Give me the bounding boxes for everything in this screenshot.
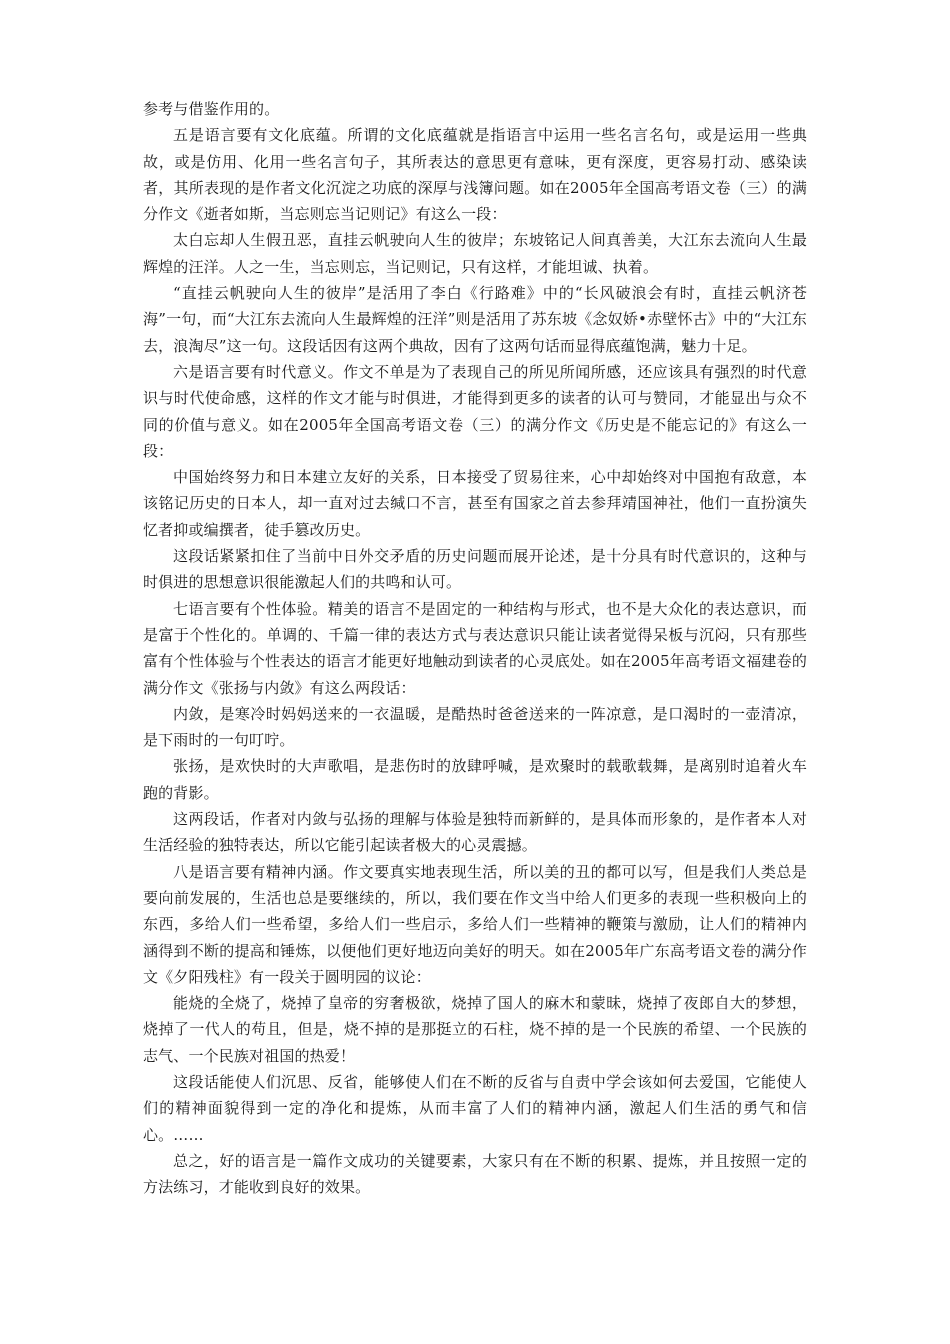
commentary-paragraph: 这两段话，作者对内敛与弘扬的理解与体验是独特而新鲜的，是具体而形象的，是作者本人对生活经验的独特表达，所以它能引起读者极大的心灵震撼。: [143, 810, 807, 855]
commentary-paragraph: 这段话紧紧扣住了当前中日外交矛盾的历史问题而展开论述，是十分具有时代意识的，这种与时俱进的思想意识很能激起人们的共鸣和认可。: [143, 547, 807, 592]
paragraph-point-six: 六是语言要有时代意义。作文不单是为了表现自己的所见所闻所感，还应该具有强烈的时代意识与时代使命感，这样的作文才能与时俱进，才能得到更多的读者的认可与赞同，才能显出与众不同的价值与意义。如在2005年全国高考语文卷（三）的满分作文《历史是不能忘记的》有这么一段：: [143, 362, 807, 460]
quote-paragraph: 中国始终努力和日本建立友好的关系，日本接受了贸易往来，心中却始终对中国抱有敌意，本该铭记历史的日本人，却一直对过去缄口不言，甚至有国家之首去参拜靖国神社，他们一直扮演失忆者抑或编撰者，徒手篡改历史。: [143, 468, 807, 539]
quote-paragraph: 张扬，是欢快时的大声歌唱，是悲伤时的放肆呼喊，是欢聚时的载歌载舞，是离别时追着火车跑的背影。: [143, 757, 807, 802]
document-page: [143, 96, 807, 1200]
conclusion-paragraph: 总之，好的语言是一篇作文成功的关键要素，大家只有在不断的积累、提炼，并且按照一定的方法练习，才能收到良好的效果。: [143, 1151, 807, 1197]
quote-paragraph: 太白忘却人生假丑恶，直挂云帆驶向人生的彼岸；东坡铭记人间真善美，大江东去流向人生最辉煌的汪洋。人之一生，当忘则忘，当记则记，只有这样，才能坦诚、执着。: [143, 231, 807, 276]
quote-paragraph: 内敛，是寒冷时妈妈送来的一衣温暖，是酷热时爸爸送来的一阵凉意，是口渴时的一壶清凉，是下雨时的一句叮咛。: [143, 704, 807, 750]
commentary-paragraph: “直挂云帆驶向人生的彼岸”是活用了李白《行路难》中的“长风破浪会有时，直挂云帆济苍海”一句，而“大江东去流向人生最辉煌的汪洋”则是活用了苏东坡《念奴娇•赤壁怀古》中的“大江东去，浪淘尽”这一句。这段话因有这两个典故，因有了这两句话而显得底蕴饱满，魅力十足。: [143, 284, 807, 355]
quote-paragraph: 能烧的全烧了，烧掉了皇帝的穷奢极欲，烧掉了国人的麻木和蒙昧，烧掉了夜郎自大的梦想，烧掉了一代人的苟且，但是，烧不掉的是那挺立的石柱，烧不掉的是一个民族的希望、一个民族的志气、一个民族对祖国的热爱！: [143, 994, 807, 1065]
paragraph-point-eight: 八是语言要有精神内涵。作文要真实地表现生活，所以美的丑的都可以写，但是我们人类总是要向前发展的，生活也总是要继续的，所以，我们要在作文当中给人们更多的表现一些积极向上的东西，多给人们一些希望，多给人们一些启示，多给人们一些精神的鞭策与激励，让人们的精神内涵得到不断的提高和锤炼，以便他们更好地迈向美好的明天。如在2005年广东高考语文卷的满分作文《夕阳残柱》有一段关于圆明园的议论：: [143, 862, 807, 986]
paragraph-point-seven: 七语言要有个性体验。精美的语言不是固定的一种结构与形式，也不是大众化的表达意识，而是富于个性化的。单调的、千篇一律的表达方式与表达意识只能让读者觉得呆板与沉闷，只有那些富有个性体验与个性表达的语言才能更好地触动到读者的心灵底处。如在2005年高考语文福建卷的满分作文《张扬与内敛》有这么两段话：: [143, 599, 807, 697]
paragraph-continuation: 参考与借鉴作用的。: [143, 100, 280, 118]
commentary-paragraph: 这段话能使人们沉思、反省，能够使人们在不断的反省与自责中学会该如何去爱国，它能使人们的精神面貌得到一定的净化和提炼，从而丰富了人们的精神内涵，激起人们生活的勇气和信心。……: [143, 1072, 807, 1144]
paragraph-point-five: 五是语言要有文化底蕴。所谓的文化底蕴就是指语言中运用一些名言名句，或是运用一些典故，或是仿用、化用一些名言句子，其所表达的意思更有意味，更有深度，更容易打动、感染读者，其所表现的是作者文化沉淀之功底的深厚与浅簿问题。如在2005年全国高考语文卷（三）的满分作文《逝者如斯，当忘则忘当记则记》有这么一段：: [143, 126, 807, 224]
